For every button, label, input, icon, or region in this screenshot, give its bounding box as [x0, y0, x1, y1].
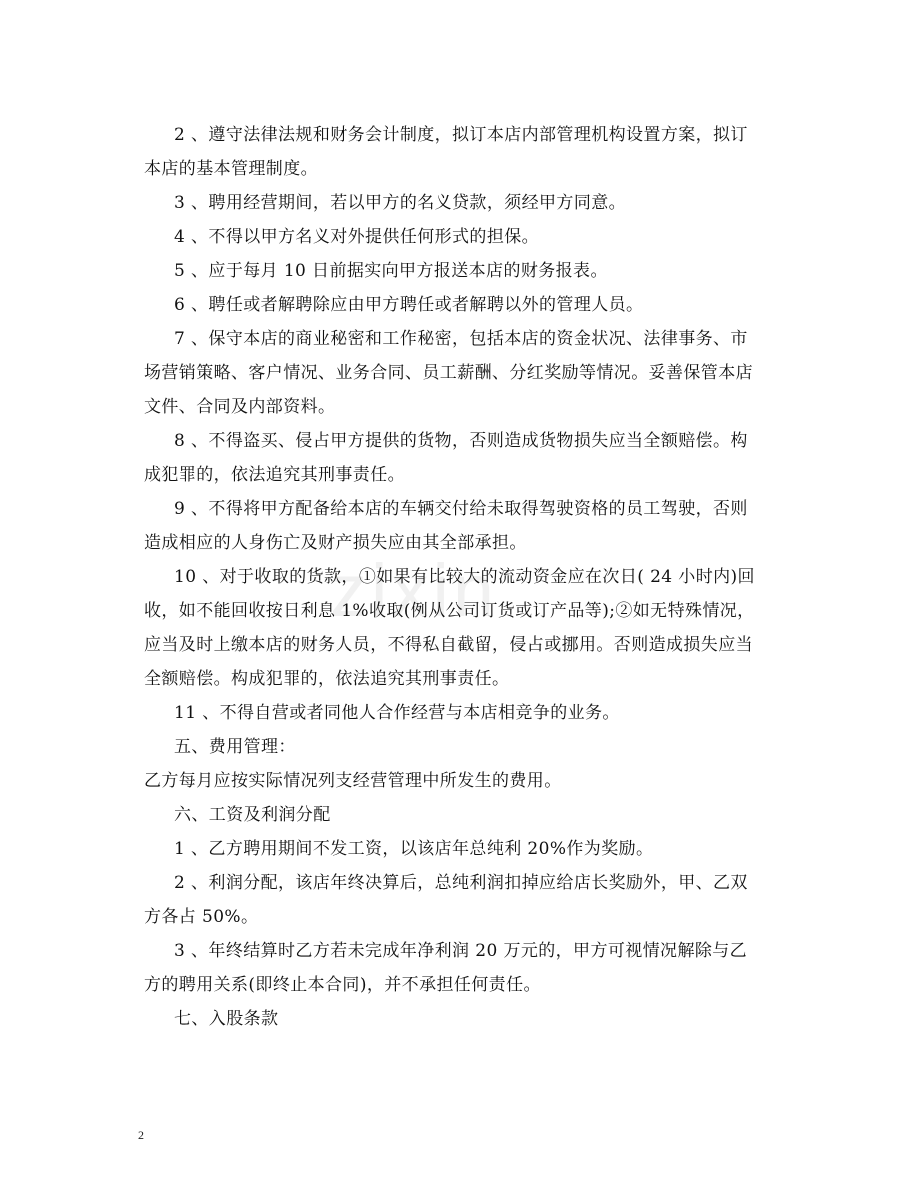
text-line: 4 、不得以甲方名义对外提供任何形式的担保。 — [174, 227, 540, 247]
text-line: 文件、合同及内部资料。 — [144, 397, 336, 417]
text-line: 10 、对于收取的货款，①如果有比较大的流动资金应在次日( 24 小时内)回 — [174, 567, 755, 587]
text-line: 方各占 50%。 — [144, 907, 259, 927]
text-line: 成犯罪的，依法追究其刑事责任。 — [144, 465, 405, 485]
section-heading: 五、费用管理： — [174, 737, 296, 757]
document-body — [144, 118, 774, 1036]
text-line: 8 、不得盗买、侵占甲方提供的货物，否则造成货物损失应当全额赔偿。构 — [174, 431, 748, 451]
text-line: 3 、聘用经营期间，若以甲方的名义贷款，须经甲方同意。 — [174, 193, 627, 213]
section-heading: 六、工资及利润分配 — [174, 805, 331, 825]
text-line: 9 、不得将甲方配备给本店的车辆交付给未取得驾驶资格的员工驾驶，否则 — [174, 499, 748, 519]
text-line: 1 、乙方聘用期间不发工资，以该店年总纯利 20%作为奖励。 — [174, 839, 654, 859]
text-line: 7 、保守本店的商业秘密和工作秘密，包括本店的资金状况、法律事务、市 — [174, 329, 748, 349]
text-line: 场营销策略、客户情况、业务合同、员工薪酬、分红奖励等情况。妥善保管本店 — [144, 363, 753, 383]
text-line: 2 、遵守法律法规和财务会计制度，拟订本店内部管理机构设置方案，拟订 — [174, 125, 748, 145]
page-number: 2 — [138, 1128, 144, 1142]
text-line: 收，如不能回收按日利息 1%收取(例从公司订货或订产品等);②如无特殊情况， — [144, 601, 755, 621]
text-line: 5 、应于每月 10 日前据实向甲方报送本店的财务报表。 — [174, 261, 608, 281]
text-line: 11 、不得自营或者同他人合作经营与本店相竞争的业务。 — [174, 703, 620, 723]
text-line: 3 、年终结算时乙方若未完成年净利润 20 万元的，甲方可视情况解除与乙 — [174, 941, 748, 961]
text-line: 2 、利润分配，该店年终决算后，总纯利润扣掉应给店长奖励外，甲、乙双 — [174, 873, 748, 893]
text-line: 方的聘用关系(即终止本合同)，并不承担任何责任。 — [144, 975, 541, 995]
text-line: 本店的基本管理制度。 — [144, 159, 318, 179]
text-line: 应当及时上缴本店的财务人员，不得私自截留，侵占或挪用。否则造成损失应当 — [144, 635, 753, 655]
watermark-text: zixin — [330, 549, 499, 632]
text-line: 6 、聘任或者解聘除应由甲方聘任或者解聘以外的管理人员。 — [174, 295, 644, 315]
text-line: 全额赔偿。构成犯罪的，依法追究其刑事责任。 — [144, 669, 510, 689]
section-heading: 七、入股条款 — [174, 1009, 279, 1029]
text-line: 造成相应的人身伤亡及财产损失应由其全部承担。 — [144, 533, 527, 553]
text-line: 乙方每月应按实际情况列支经营管理中所发生的费用。 — [144, 771, 562, 791]
